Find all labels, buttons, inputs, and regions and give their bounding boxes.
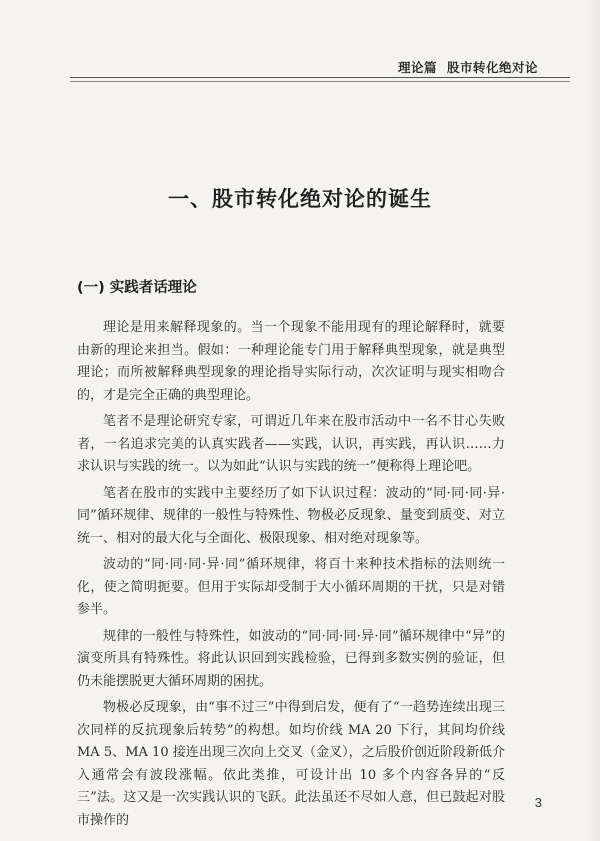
paragraph: 笔者在股市的实践中主要经历了如下认识过程：波动的“同·同·同·异·同”循环规律、规律的一般性与特殊性、物极必反现象、量变到质变、对立统一、相对的最大化与全面化、极限现象、相对绝对现象等。 bbox=[77, 485, 505, 546]
header-part: 理论篇 bbox=[397, 60, 437, 75]
paragraph: 规律的一般性与特殊性，如波动的“同·同·同·异·同”循环规律中“异”的演变所具有特殊性。将此认识回到实践检验，已得到多数实例的验证，但仍未能摆脱更大循环周期的困扰。 bbox=[77, 628, 505, 689]
chapter-title: 一、股市转化绝对论的诞生 bbox=[168, 187, 432, 211]
section-title: (一) 实践者话理论 bbox=[77, 280, 197, 296]
header-rule-thin bbox=[70, 81, 570, 82]
running-header-text bbox=[398, 58, 538, 76]
body-text bbox=[77, 317, 505, 836]
header-chapter: 股市转化绝对论 bbox=[446, 60, 538, 75]
paragraph: 笔者不是理论研究专家，可谓近几年来在股市活动中一名不甘心失败者，一名追求完美的认真实践者——实践，认识，再实践，再认识……力求认识与实践的统一。以为如此“认识与实践的统一”便称得上理论吧。 bbox=[77, 414, 505, 474]
paragraph: 理论是用来解释现象的。当一个现象不能用现有的理论解释时，就要由新的理论来担当。假如：一种理论能专门用于解释典型现象，就是典型理论；而所被解释典型现象的理论指导实际行动，次次证明与现实相吻合的，才是完全正确的典型理论。 bbox=[77, 320, 505, 403]
paragraph: 物极必反现象，由“事不过三”中得到启发，便有了“一趋势连续出现三次同样的反抗现象后转势”的构想。如均价线 MA 20 下行，其间均价线 MA 5、MA 10 接连出现三次向上交叉（金叉），之后股价创近阶段新低介入通常会有波段涨幅。依此类推，可设计出 10 多个内容各异的“反三”法。这又是一次实践认识的飞跃。此法虽还不尽如人意，但已鼓起对股市操作的 bbox=[77, 700, 505, 828]
page-edge-shadow bbox=[586, 0, 600, 841]
running-header bbox=[0, 58, 600, 80]
header-rule bbox=[70, 77, 570, 78]
page-number: 3 bbox=[534, 795, 542, 810]
paragraph: 波动的“同·同·同·异·同”循环规律，将百十来种技术指标的法则统一化，使之简明扼要。但用于实际却受制于大小循环周期的干扰，只是对错参半。 bbox=[77, 557, 505, 617]
